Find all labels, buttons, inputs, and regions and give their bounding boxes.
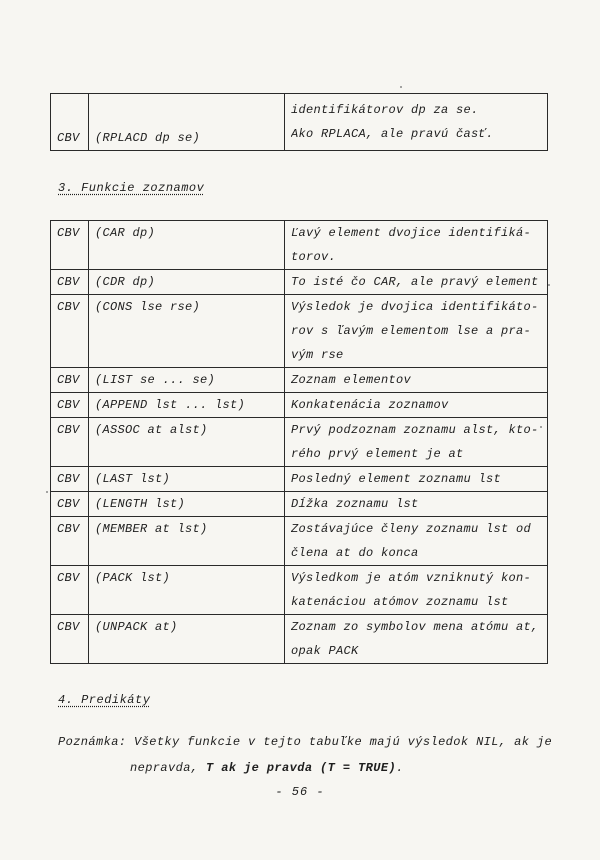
cell-type-text: CBV: [57, 373, 80, 387]
cell-function-text: (PACK lst): [95, 571, 171, 585]
table-row: [51, 517, 548, 566]
table-row: [51, 615, 548, 664]
cell-function: [89, 270, 285, 295]
cell-description: [285, 295, 548, 368]
cell-type: [51, 492, 89, 517]
page-number: - 56 -: [275, 785, 325, 799]
cell-description: [285, 615, 548, 664]
cell-function-text: (CAR dp): [95, 226, 156, 240]
cell-function-text: (MEMBER at lst): [95, 522, 208, 536]
cell-type-text: CBV: [57, 522, 80, 536]
cell-description: [285, 270, 548, 295]
cell-function-text: (LAST lst): [95, 472, 171, 486]
cell-description-line: Zostávajúce členy zoznamu lst od: [291, 522, 532, 536]
cell-function: [89, 517, 285, 566]
scan-speck: [400, 86, 402, 88]
cell-type: [51, 467, 89, 492]
table-row: [51, 492, 548, 517]
cell-description-line: vým rse: [291, 348, 344, 362]
cell-function-text: (ASSOC at alst): [95, 423, 208, 437]
cell-type-text: CBV: [57, 226, 80, 240]
cell-type: [51, 615, 89, 664]
cell-description-line: Výsledok je dvojica identifikáto-: [291, 300, 539, 314]
cell-description: [285, 566, 548, 615]
note-line-2: [58, 755, 552, 781]
table-row: [51, 270, 548, 295]
cell-function-text: (APPEND lst ... lst): [95, 398, 246, 412]
cell-description-line: opak PACK: [291, 644, 359, 658]
note-end: .: [396, 761, 404, 775]
cell-function: [89, 393, 285, 418]
note-label: Poznámka:: [58, 735, 127, 749]
cell-function-text: (UNPACK at): [95, 620, 178, 634]
cell-description: [285, 517, 548, 566]
cell-description: [285, 368, 548, 393]
cell-type-text: CBV: [57, 620, 80, 634]
table-row: [51, 221, 548, 270]
table-body-top: [51, 94, 548, 151]
cell-description-line: Ľavý element dvojice identifiká-: [291, 226, 532, 240]
cell-description-line: torov.: [291, 250, 337, 264]
cell-type: [51, 393, 89, 418]
table-body-lists: [51, 221, 548, 664]
note-text-1: Všetky funkcie v tejto tabuľke majú výsledok NIL, ak je: [134, 735, 553, 749]
cell-type-text: CBV: [57, 472, 80, 486]
cell-description-line: identifikátorov dp za se.: [291, 103, 479, 117]
note-text-2: nepravda,: [130, 761, 207, 775]
cell-type: [51, 517, 89, 566]
cell-type-text: CBV: [57, 275, 80, 289]
table-row: [51, 566, 548, 615]
cell-description: [285, 418, 548, 467]
cell-type: [51, 295, 89, 368]
cell-type: [51, 368, 89, 393]
cell-description: [285, 492, 548, 517]
cell-description: [285, 467, 548, 492]
table-row: [51, 368, 548, 393]
cell-description-line: Zoznam zo symbolov mena atómu at,: [291, 620, 539, 634]
cell-function: [89, 615, 285, 664]
cell-function: [89, 492, 285, 517]
table-row: [51, 94, 548, 151]
section-heading-predicates: 4. Predikáty: [58, 693, 151, 707]
cell-function-text: (CONS lse rse): [95, 300, 201, 314]
cell-type: [51, 221, 89, 270]
cell-function: [89, 221, 285, 270]
cell-description-line: rov s ľavým elementom lse a pra-: [291, 324, 532, 338]
cell-description-line: Výsledkom je atóm vzniknutý kon-: [291, 571, 532, 585]
cell-type: [51, 270, 89, 295]
table-row: [51, 393, 548, 418]
cell-type: [51, 418, 89, 467]
scan-speck: [46, 491, 48, 493]
note-bold-text: T ak je pravda (T = TRUE): [206, 761, 397, 775]
cell-description-line: Ako RPLACA, ale pravú časť.: [291, 127, 494, 141]
cell-description-line: Konkatenácia zoznamov: [291, 398, 449, 412]
note-paragraph: [58, 729, 552, 781]
cell-function-text: (LENGTH lst): [95, 497, 186, 511]
cell-description-line: člena at do konca: [291, 546, 419, 560]
cell-function: [89, 368, 285, 393]
note-line-1: [58, 729, 552, 755]
section-heading-list-functions: 3. Funkcie zoznamov: [58, 181, 205, 195]
cell-description-line: Prvý podzoznam zoznamu alst, kto-: [291, 423, 539, 437]
cell-description: [285, 221, 548, 270]
cell-function: [89, 566, 285, 615]
table-rplacd: [50, 93, 548, 151]
cell-type-text: CBV: [57, 571, 80, 585]
table-list-functions: [50, 220, 548, 664]
table-row: [51, 295, 548, 368]
cell-function: [89, 418, 285, 467]
table-row: [51, 467, 548, 492]
cell-description-line: To isté čo CAR, ale pravý element: [291, 275, 539, 289]
cell-description: [285, 393, 548, 418]
table-row: [51, 418, 548, 467]
cell-function: [89, 94, 285, 151]
cell-description-line: katenáciou atómov zoznamu lst: [291, 595, 509, 609]
cell-description: [285, 94, 548, 151]
scan-speck: [548, 284, 550, 286]
cell-function: [89, 295, 285, 368]
cell-type-text: CBV: [57, 300, 80, 314]
cell-type-text: CBV: [57, 398, 80, 412]
cell-function: [89, 467, 285, 492]
cell-type: [51, 94, 89, 151]
cell-type: [51, 566, 89, 615]
cell-function-text: (RPLACD dp se): [95, 131, 201, 145]
cell-type-text: CBV: [57, 423, 80, 437]
scan-speck: [540, 426, 542, 428]
cell-description-line: Posledný element zoznamu lst: [291, 472, 502, 486]
cell-type-text: CBV: [57, 131, 80, 145]
cell-description-line: rého prvý element je at: [291, 447, 464, 461]
cell-function-text: (LIST se ... se): [95, 373, 216, 387]
cell-description-line: Dĺžka zoznamu lst: [291, 497, 419, 511]
cell-type-text: CBV: [57, 497, 80, 511]
cell-description-line: Zoznam elementov: [291, 373, 412, 387]
cell-function-text: (CDR dp): [95, 275, 156, 289]
